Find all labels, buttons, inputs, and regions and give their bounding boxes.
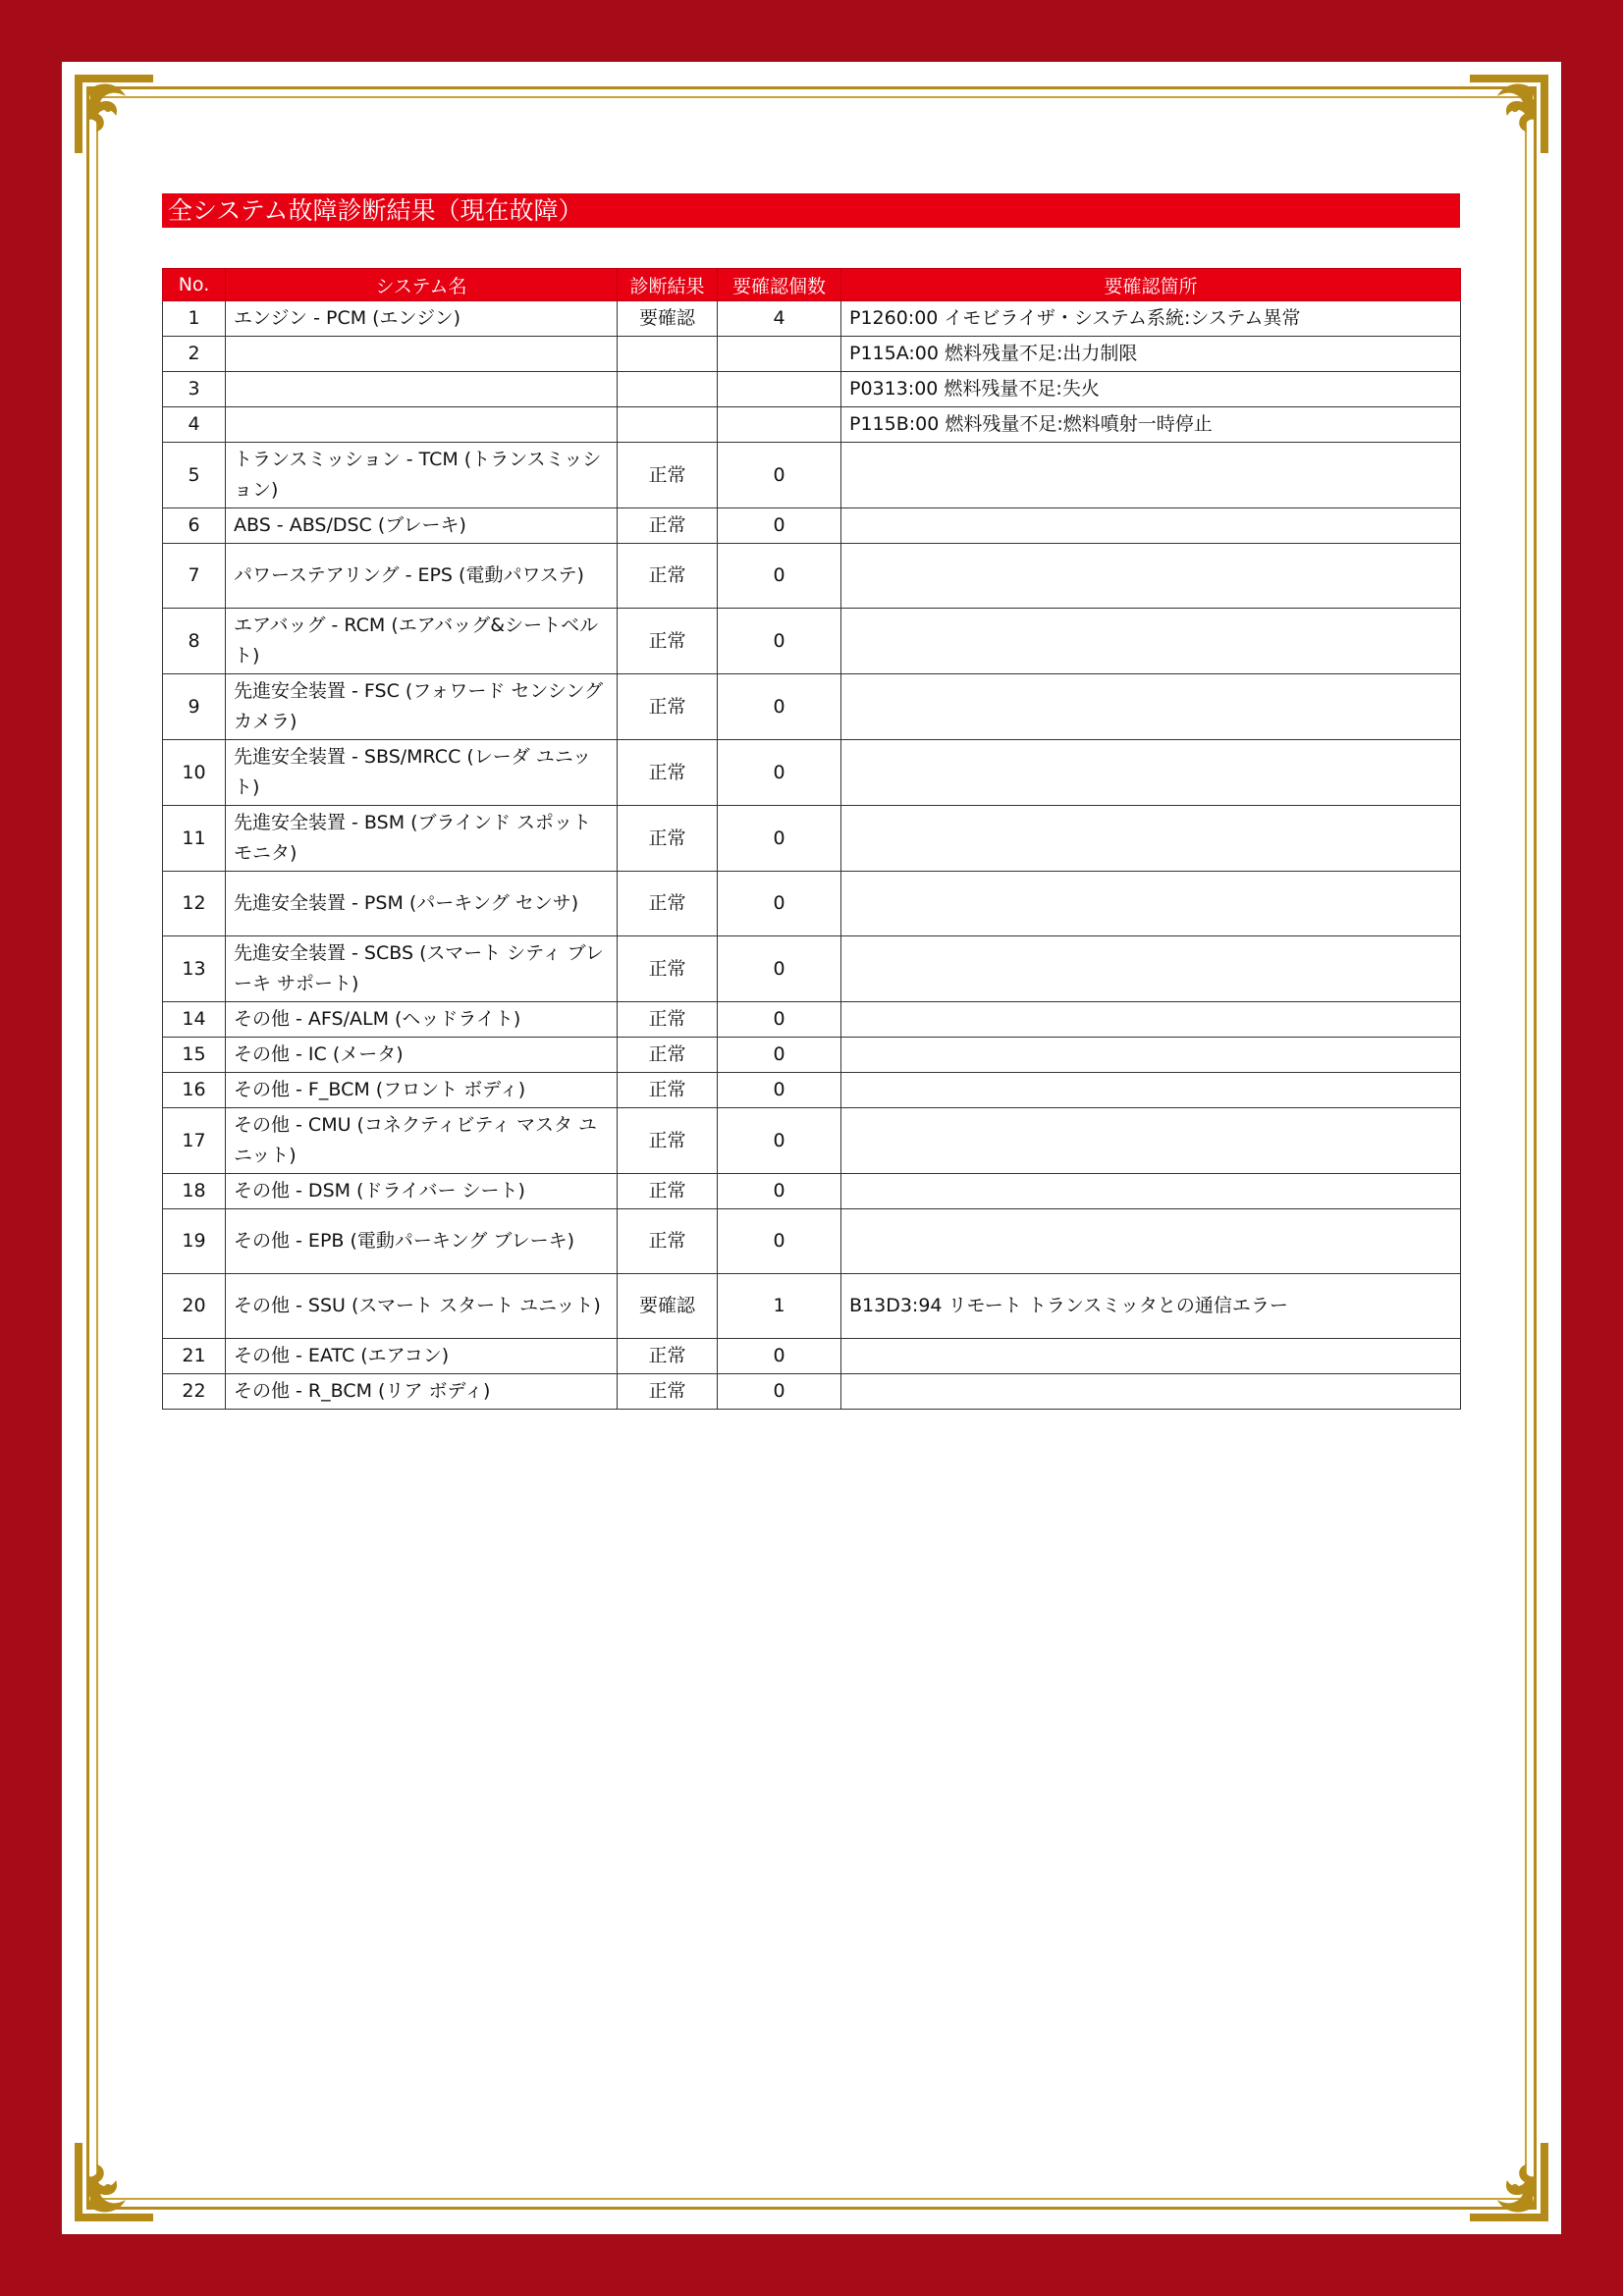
check-count-cell: 0 (718, 1174, 841, 1209)
check-location-cell (841, 936, 1461, 1002)
row-number-cell: 20 (163, 1274, 226, 1339)
check-location-cell (841, 609, 1461, 674)
row-number-cell: 7 (163, 544, 226, 609)
system-name-cell (226, 337, 618, 372)
check-location-cell (841, 674, 1461, 740)
check-count-cell: 0 (718, 1108, 841, 1174)
check-location-cell (841, 806, 1461, 872)
table-row (163, 1174, 1461, 1209)
check-count-cell: 0 (718, 1209, 841, 1274)
diagnosis-result-cell: 正常 (618, 936, 718, 1002)
table-row (163, 1274, 1461, 1339)
diagnosis-result-cell: 正常 (618, 872, 718, 936)
check-count-cell: 0 (718, 609, 841, 674)
diagnosis-result-cell: 正常 (618, 1174, 718, 1209)
header-check-location: 要確認箇所 (841, 269, 1461, 301)
table-row (163, 1073, 1461, 1108)
check-count-cell: 0 (718, 806, 841, 872)
check-location-cell (841, 1339, 1461, 1374)
system-name-cell: エアバッグ - RCM (エアバッグ&シートベルト) (226, 609, 618, 674)
diagnosis-result-cell: 正常 (618, 1374, 718, 1410)
diagnosis-result-cell (618, 337, 718, 372)
table-row (163, 872, 1461, 936)
row-number-cell: 1 (163, 301, 226, 337)
diagnosis-result-cell: 正常 (618, 1339, 718, 1374)
check-location-cell (841, 1209, 1461, 1274)
header-diagnosis-result: 診断結果 (618, 269, 718, 301)
system-name-cell: 先進安全装置 - SBS/MRCC (レーダ ユニット) (226, 740, 618, 806)
diagnosis-result-cell: 正常 (618, 1038, 718, 1073)
system-name-cell: その他 - F_BCM (フロント ボディ) (226, 1073, 618, 1108)
system-name-cell: 先進安全装置 - SCBS (スマート シティ ブレーキ サポート) (226, 936, 618, 1002)
check-count-cell: 0 (718, 936, 841, 1002)
system-name-cell: 先進安全装置 - PSM (パーキング センサ) (226, 872, 618, 936)
corner-ornament-icon (1464, 69, 1554, 159)
system-name-cell: その他 - EPB (電動パーキング ブレーキ) (226, 1209, 618, 1274)
header-no: No. (163, 269, 226, 301)
check-count-cell: 0 (718, 740, 841, 806)
check-location-cell: B13D3:94 リモート トランスミッタとの通信エラー (841, 1274, 1461, 1339)
row-number-cell: 11 (163, 806, 226, 872)
row-number-cell: 13 (163, 936, 226, 1002)
table-row (163, 609, 1461, 674)
table-row (163, 1002, 1461, 1038)
header-system-name: システム名 (226, 269, 618, 301)
check-count-cell (718, 372, 841, 407)
table-row (163, 1339, 1461, 1374)
table-row (163, 740, 1461, 806)
row-number-cell: 15 (163, 1038, 226, 1073)
check-count-cell: 0 (718, 674, 841, 740)
diagnosis-result-cell: 要確認 (618, 301, 718, 337)
check-location-cell (841, 1038, 1461, 1073)
row-number-cell: 4 (163, 407, 226, 443)
table-row (163, 1038, 1461, 1073)
system-name-cell: パワーステアリング - EPS (電動パワステ) (226, 544, 618, 609)
section-title: 全システム故障診断結果（現在故障） (162, 193, 1460, 228)
system-name-cell: 先進安全装置 - BSM (ブラインド スポット モニタ) (226, 806, 618, 872)
table-row (163, 1209, 1461, 1274)
check-location-cell (841, 1002, 1461, 1038)
check-count-cell: 0 (718, 1002, 841, 1038)
system-name-cell: その他 - CMU (コネクティビティ マスタ ユニット) (226, 1108, 618, 1174)
diagnosis-result-cell: 正常 (618, 1209, 718, 1274)
table-header-row (163, 269, 1461, 301)
check-location-cell: P1260:00 イモビライザ・システム系統:システム異常 (841, 301, 1461, 337)
diagnosis-result-cell (618, 407, 718, 443)
table-row (163, 1374, 1461, 1410)
check-location-cell (841, 872, 1461, 936)
check-location-cell (841, 443, 1461, 508)
table-row (163, 508, 1461, 544)
diagnosis-result-cell: 正常 (618, 1108, 718, 1174)
diagnosis-table (162, 268, 1461, 1410)
check-count-cell: 0 (718, 1073, 841, 1108)
check-count-cell: 0 (718, 872, 841, 936)
row-number-cell: 14 (163, 1002, 226, 1038)
diagnosis-result-cell: 要確認 (618, 1274, 718, 1339)
check-location-cell (841, 1374, 1461, 1410)
row-number-cell: 12 (163, 872, 226, 936)
check-location-cell: P0313:00 燃料残量不足:失火 (841, 372, 1461, 407)
row-number-cell: 5 (163, 443, 226, 508)
check-location-cell (841, 1108, 1461, 1174)
table-row (163, 936, 1461, 1002)
table-row (163, 372, 1461, 407)
system-name-cell: その他 - EATC (エアコン) (226, 1339, 618, 1374)
table-body (163, 301, 1461, 1410)
table-row (163, 544, 1461, 609)
diagnosis-result-cell: 正常 (618, 674, 718, 740)
table-row (163, 337, 1461, 372)
system-name-cell: その他 - SSU (スマート スタート ユニット) (226, 1274, 618, 1339)
header-check-count: 要確認個数 (718, 269, 841, 301)
corner-ornament-icon (69, 69, 159, 159)
system-name-cell: トランスミッション - TCM (トランスミッション) (226, 443, 618, 508)
system-name-cell: 先進安全装置 - FSC (フォワード センシング カメラ) (226, 674, 618, 740)
check-count-cell: 0 (718, 1374, 841, 1410)
row-number-cell: 10 (163, 740, 226, 806)
diagnosis-result-cell: 正常 (618, 443, 718, 508)
row-number-cell: 3 (163, 372, 226, 407)
check-count-cell: 4 (718, 301, 841, 337)
row-number-cell: 9 (163, 674, 226, 740)
check-count-cell: 0 (718, 544, 841, 609)
check-count-cell: 0 (718, 1038, 841, 1073)
corner-ornament-icon (1464, 2137, 1554, 2227)
row-number-cell: 22 (163, 1374, 226, 1410)
diagnosis-result-cell: 正常 (618, 806, 718, 872)
row-number-cell: 17 (163, 1108, 226, 1174)
table-row (163, 1108, 1461, 1174)
diagnosis-result-cell: 正常 (618, 740, 718, 806)
table-row (163, 806, 1461, 872)
system-name-cell: その他 - IC (メータ) (226, 1038, 618, 1073)
table-row (163, 301, 1461, 337)
diagnosis-result-cell: 正常 (618, 1073, 718, 1108)
check-location-cell: P115A:00 燃料残量不足:出力制限 (841, 337, 1461, 372)
system-name-cell: その他 - DSM (ドライバー シート) (226, 1174, 618, 1209)
corner-ornament-icon (69, 2137, 159, 2227)
check-location-cell (841, 508, 1461, 544)
table-row (163, 443, 1461, 508)
row-number-cell: 19 (163, 1209, 226, 1274)
diagnosis-result-cell: 正常 (618, 544, 718, 609)
row-number-cell: 8 (163, 609, 226, 674)
check-location-cell: P115B:00 燃料残量不足:燃料噴射一時停止 (841, 407, 1461, 443)
check-count-cell (718, 337, 841, 372)
check-location-cell (841, 1073, 1461, 1108)
check-count-cell: 0 (718, 1339, 841, 1374)
check-location-cell (841, 544, 1461, 609)
diagnosis-result-cell (618, 372, 718, 407)
table-row (163, 407, 1461, 443)
system-name-cell: ABS - ABS/DSC (ブレーキ) (226, 508, 618, 544)
diagnosis-result-cell: 正常 (618, 609, 718, 674)
system-name-cell (226, 407, 618, 443)
check-count-cell: 0 (718, 508, 841, 544)
check-location-cell (841, 1174, 1461, 1209)
row-number-cell: 16 (163, 1073, 226, 1108)
system-name-cell: その他 - AFS/ALM (ヘッドライト) (226, 1002, 618, 1038)
check-count-cell: 0 (718, 443, 841, 508)
system-name-cell: その他 - R_BCM (リア ボディ) (226, 1374, 618, 1410)
table-row (163, 674, 1461, 740)
diagnosis-result-cell: 正常 (618, 508, 718, 544)
system-name-cell (226, 372, 618, 407)
diagnosis-result-cell: 正常 (618, 1002, 718, 1038)
row-number-cell: 18 (163, 1174, 226, 1209)
check-location-cell (841, 740, 1461, 806)
row-number-cell: 2 (163, 337, 226, 372)
check-count-cell (718, 407, 841, 443)
row-number-cell: 6 (163, 508, 226, 544)
system-name-cell: エンジン - PCM (エンジン) (226, 301, 618, 337)
row-number-cell: 21 (163, 1339, 226, 1374)
check-count-cell: 1 (718, 1274, 841, 1339)
